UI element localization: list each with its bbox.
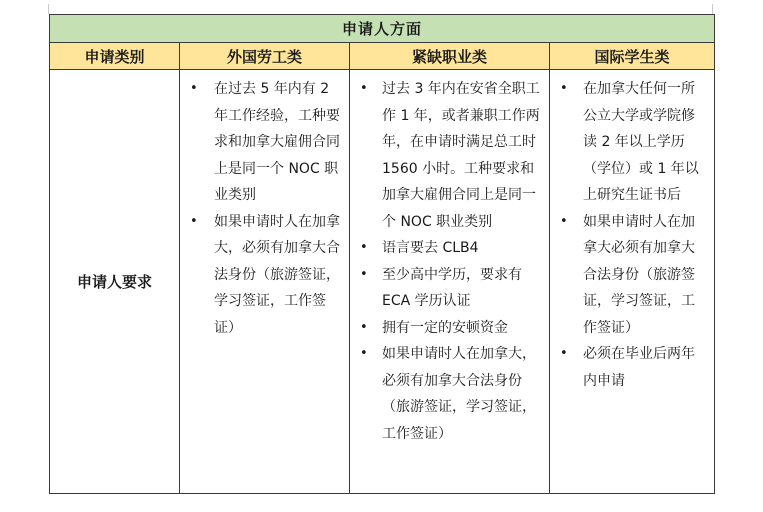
in-demand-skills-list xyxy=(350,70,549,447)
list-item: • 必须在毕业后两年内申请 xyxy=(556,341,706,394)
list-item: • 在过去 5 年内有 2 年工作经验，工种要求和加拿大雇佣合同上是同一个 NOC 职业类别 xyxy=(186,76,341,209)
requirements-row xyxy=(50,70,715,494)
row-label: 申请人要求 xyxy=(50,70,180,494)
list-item: • 拥有一定的安顿资金 xyxy=(356,315,541,342)
page-corner-mark-left xyxy=(48,4,49,14)
header-category: 申请类别 xyxy=(50,43,180,70)
table-title: 申请人方面 xyxy=(50,15,715,43)
foreign-worker-list xyxy=(180,70,349,341)
list-item: • 如果申请时人在加拿大必须有加拿大合法身份（旅游签证，学习签证，工作签证） xyxy=(556,209,706,342)
international-student-requirements xyxy=(550,70,715,494)
list-item: • 至少高中学历，要求有 ECA 学历认证 xyxy=(356,262,541,315)
title-row xyxy=(50,15,715,43)
list-item: • 如果申请时人在加拿大，必须有加拿大合法身份（旅游签证，学习签证，工作签证） xyxy=(186,209,341,342)
page-corner-mark-right xyxy=(712,4,713,14)
list-item: • 如果申请时人在加拿大，必须有加拿大合法身份（旅游签证，学习签证，工作签证） xyxy=(356,341,541,447)
list-item: • 过去 3 年内在安省全职工作 1 年，或者兼职工作两年，在申请时满足总工时 1560 小时。工种要求和加拿大雇佣合同上是同一个 NOC 职业类别 xyxy=(356,76,541,235)
header-in-demand-skills: 紧缺职业类 xyxy=(350,43,550,70)
in-demand-skills-requirements xyxy=(350,70,550,494)
header-row xyxy=(50,43,715,70)
header-international-student: 国际学生类 xyxy=(550,43,715,70)
list-item: • 语言要去 CLB4 xyxy=(356,235,541,262)
international-student-list xyxy=(550,70,714,394)
header-foreign-worker: 外国劳工类 xyxy=(180,43,350,70)
applicant-requirements-table xyxy=(49,14,715,494)
foreign-worker-requirements xyxy=(180,70,350,494)
list-item: • 在加拿大任何一所公立大学或学院修读 2 年以上学历（学位）或 1 年以上研究生证书后 xyxy=(556,76,706,209)
